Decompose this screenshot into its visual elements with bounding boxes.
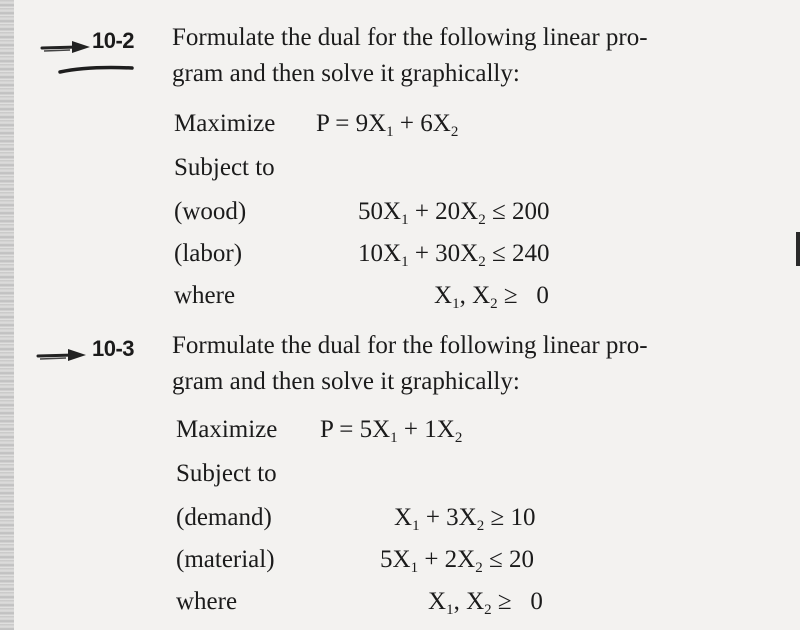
subject-to-label: Subject to xyxy=(174,154,275,181)
subscript: 1 xyxy=(446,602,454,618)
subscript: 2 xyxy=(484,602,492,618)
constraint-expression xyxy=(380,546,534,574)
subscript: 2 xyxy=(478,254,486,270)
term: 50X xyxy=(358,198,402,225)
subscript: 2 xyxy=(454,430,463,446)
rhs: 0 xyxy=(536,282,549,309)
rhs: 10 xyxy=(510,504,536,531)
term: 3X xyxy=(446,504,477,531)
separator: , xyxy=(453,588,467,615)
subscript: 2 xyxy=(475,560,483,576)
problem-number: 10-2 xyxy=(92,28,135,53)
term: 30X xyxy=(435,240,479,267)
subscript: 1 xyxy=(401,254,409,270)
relation: ≤ xyxy=(485,198,512,225)
subscript: 1 xyxy=(390,430,398,446)
term: 10X xyxy=(358,240,402,267)
term: X xyxy=(472,282,491,309)
objective-label: Maximize xyxy=(174,110,276,137)
subscript: 1 xyxy=(452,296,460,312)
objective-function xyxy=(320,416,462,444)
objective-lhs: P = xyxy=(316,110,356,137)
problem-prompt xyxy=(172,20,742,92)
separator: , xyxy=(459,282,473,309)
prompt-line: gram and then solve it graphically: xyxy=(172,60,520,87)
prompt-line: Formulate the dual for the following linear pro- xyxy=(172,332,648,359)
operator: + xyxy=(418,546,445,573)
operator: + xyxy=(419,504,447,531)
term: 20X xyxy=(435,198,479,225)
term: 5X xyxy=(380,546,411,573)
constraint-expression xyxy=(358,198,549,226)
subscript: 1 xyxy=(401,212,409,228)
constraint-label: (labor) xyxy=(174,240,243,267)
where-label: where xyxy=(176,588,238,615)
prompt-line: gram and then solve it graphically: xyxy=(172,368,520,395)
term: X xyxy=(428,588,447,615)
constraint-expression xyxy=(358,240,549,268)
constraint-expression xyxy=(394,504,535,532)
relation: ≥ xyxy=(497,282,524,309)
constraint-label: (material) xyxy=(176,546,275,573)
scan-edge xyxy=(0,0,14,630)
term: X xyxy=(466,588,485,615)
margin-mark xyxy=(796,232,800,266)
operator: + xyxy=(408,240,436,267)
pen-stroke-icon xyxy=(58,64,134,76)
rhs: 0 xyxy=(530,588,543,615)
term: X xyxy=(434,282,453,309)
rhs: 20 xyxy=(508,546,534,573)
operator: + xyxy=(408,198,436,225)
nonnegativity-constraint xyxy=(428,588,543,616)
where-label: where xyxy=(174,282,236,309)
subscript: 2 xyxy=(490,296,498,312)
term: 2X xyxy=(444,546,476,573)
prompt-line: Formulate the dual for the following linear pro- xyxy=(172,24,648,51)
relation: ≤ xyxy=(485,240,512,267)
objective-lhs: P = xyxy=(320,416,360,443)
hand-drawn-arrow-icon xyxy=(36,348,88,362)
subscript: 2 xyxy=(450,124,459,140)
subscript: 1 xyxy=(410,560,419,576)
hand-drawn-arrow-icon xyxy=(40,40,92,54)
subscript: 2 xyxy=(476,518,485,534)
objective-function xyxy=(316,110,458,138)
operator: + xyxy=(393,110,421,137)
subject-to-label: Subject to xyxy=(176,460,277,487)
constraint-label: (demand) xyxy=(176,504,272,531)
subscript: 1 xyxy=(386,124,394,140)
subscript: 2 xyxy=(478,212,486,228)
operator: + xyxy=(397,416,425,443)
term: 1X xyxy=(424,416,455,443)
relation: ≥ xyxy=(484,504,511,531)
objective-label: Maximize xyxy=(176,416,278,443)
term: 5X xyxy=(359,416,391,443)
constraint-label: (wood) xyxy=(174,198,247,225)
term: 6X xyxy=(420,110,451,137)
problem-number: 10-3 xyxy=(92,336,135,361)
term: X xyxy=(394,504,413,531)
term: 9X xyxy=(355,110,387,137)
rhs: 200 xyxy=(511,198,550,225)
subscript: 1 xyxy=(412,518,420,534)
relation: ≥ xyxy=(491,588,518,615)
relation: ≤ xyxy=(482,546,509,573)
problem-prompt xyxy=(172,328,742,400)
rhs: 240 xyxy=(511,240,550,267)
nonnegativity-constraint xyxy=(434,282,549,310)
